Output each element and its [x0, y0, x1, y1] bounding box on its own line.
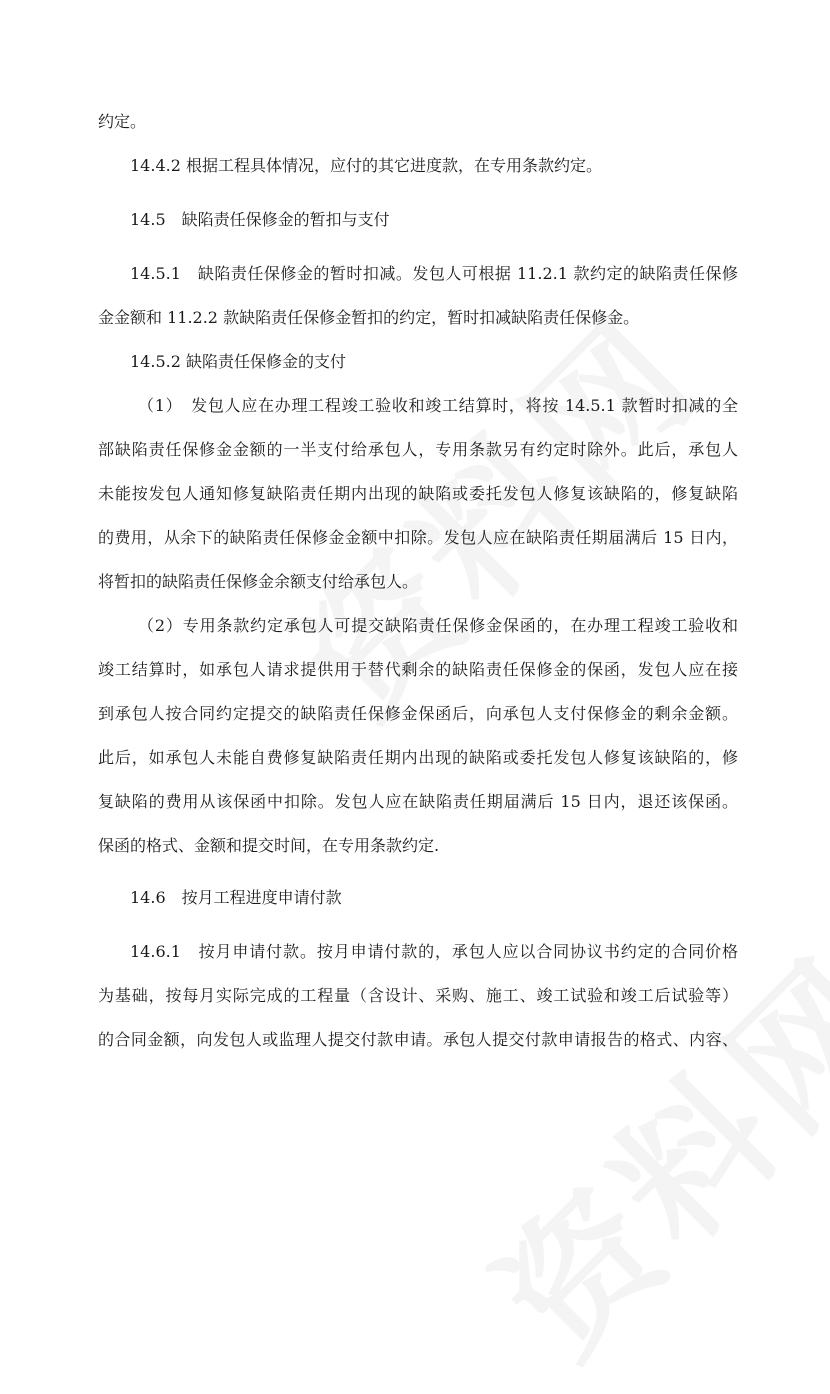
paragraph-line: 部缺陷责任保修金金额的一半支付给承包人，专用条款另有约定时除外。此后，承包人 — [98, 440, 738, 459]
paragraph-line: 到承包人按合同约定提交的缺陷责任保修金保函后，向承包人支付保修金的剩余金额。 — [98, 704, 738, 723]
clause-14-6-1: 14.6.1 按月申请付款。按月申请付款的，承包人应以合同协议书约定的合同价格 — [130, 942, 738, 961]
paragraph-line: 竣工结算时，如承包人请求提供用于替代剩余的缺陷责任保修金的保函，发包人应在接 — [98, 660, 738, 679]
item-1-line: （1） 发包人应在办理工程竣工验收和竣工结算时，将按 14.5.1 款暂时扣减的全 — [138, 396, 738, 415]
clause-14-4-2: 14.4.2 根据工程具体情况，应付的其它进度款，在专用条款约定。 — [130, 156, 602, 175]
clause-14-5-2: 14.5.2 缺陷责任保修金的支付 — [130, 352, 346, 371]
paragraph-line: 未能按发包人通知修复缺陷责任期内出现的缺陷或委托发包人修复该缺陷的，修复缺陷 — [98, 484, 738, 503]
paragraph-line: 的合同金额，向发包人或监理人提交付款申请。承包人提交付款申请报告的格式、内容、 — [98, 1030, 738, 1049]
item-2-line: （2）专用条款约定承包人可提交缺陷责任保修金保函的，在办理工程竣工验收和 — [138, 616, 738, 635]
paragraph-line: 约定。 — [98, 112, 147, 131]
section-heading-14-6: 14.6 按月工程进度申请付款 — [130, 888, 342, 907]
paragraph-line: 为基础，按每月实际完成的工程量（含设计、采购、施工、竣工试验和竣工后试验等） — [98, 986, 738, 1005]
paragraph-line: 将暂扣的缺陷责任保修金余额支付给承包人。 — [98, 572, 419, 591]
section-heading-14-5: 14.5 缺陷责任保修金的暂扣与支付 — [130, 210, 390, 229]
clause-14-5-1: 14.5.1 缺陷责任保修金的暂时扣减。发包人可根据 11.2.1 款约定的缺陷责任保修 — [130, 264, 738, 283]
paragraph-line: 复缺陷的费用从该保函中扣除。发包人应在缺陷责任期届满后 15 日内，退还该保函。 — [98, 792, 738, 811]
watermark — [244, 262, 736, 754]
paragraph-line: 金金额和 11.2.2 款缺陷责任保修金暂扣的约定，暂时扣减缺陷责任保修金。 — [98, 308, 640, 327]
paragraph-line: 此后，如承包人未能自费修复缺陷责任期内出现的缺陷或委托发包人修复该缺陷的，修 — [98, 748, 738, 767]
watermark — [444, 902, 830, 1394]
paragraph-line: 的费用，从余下的缺陷责任保修金金额中扣除。发包人应在缺陷责任期届满后 15 日内， — [98, 528, 738, 547]
paragraph-line: 保函的格式、金额和提交时间，在专用条款约定. — [98, 836, 440, 855]
